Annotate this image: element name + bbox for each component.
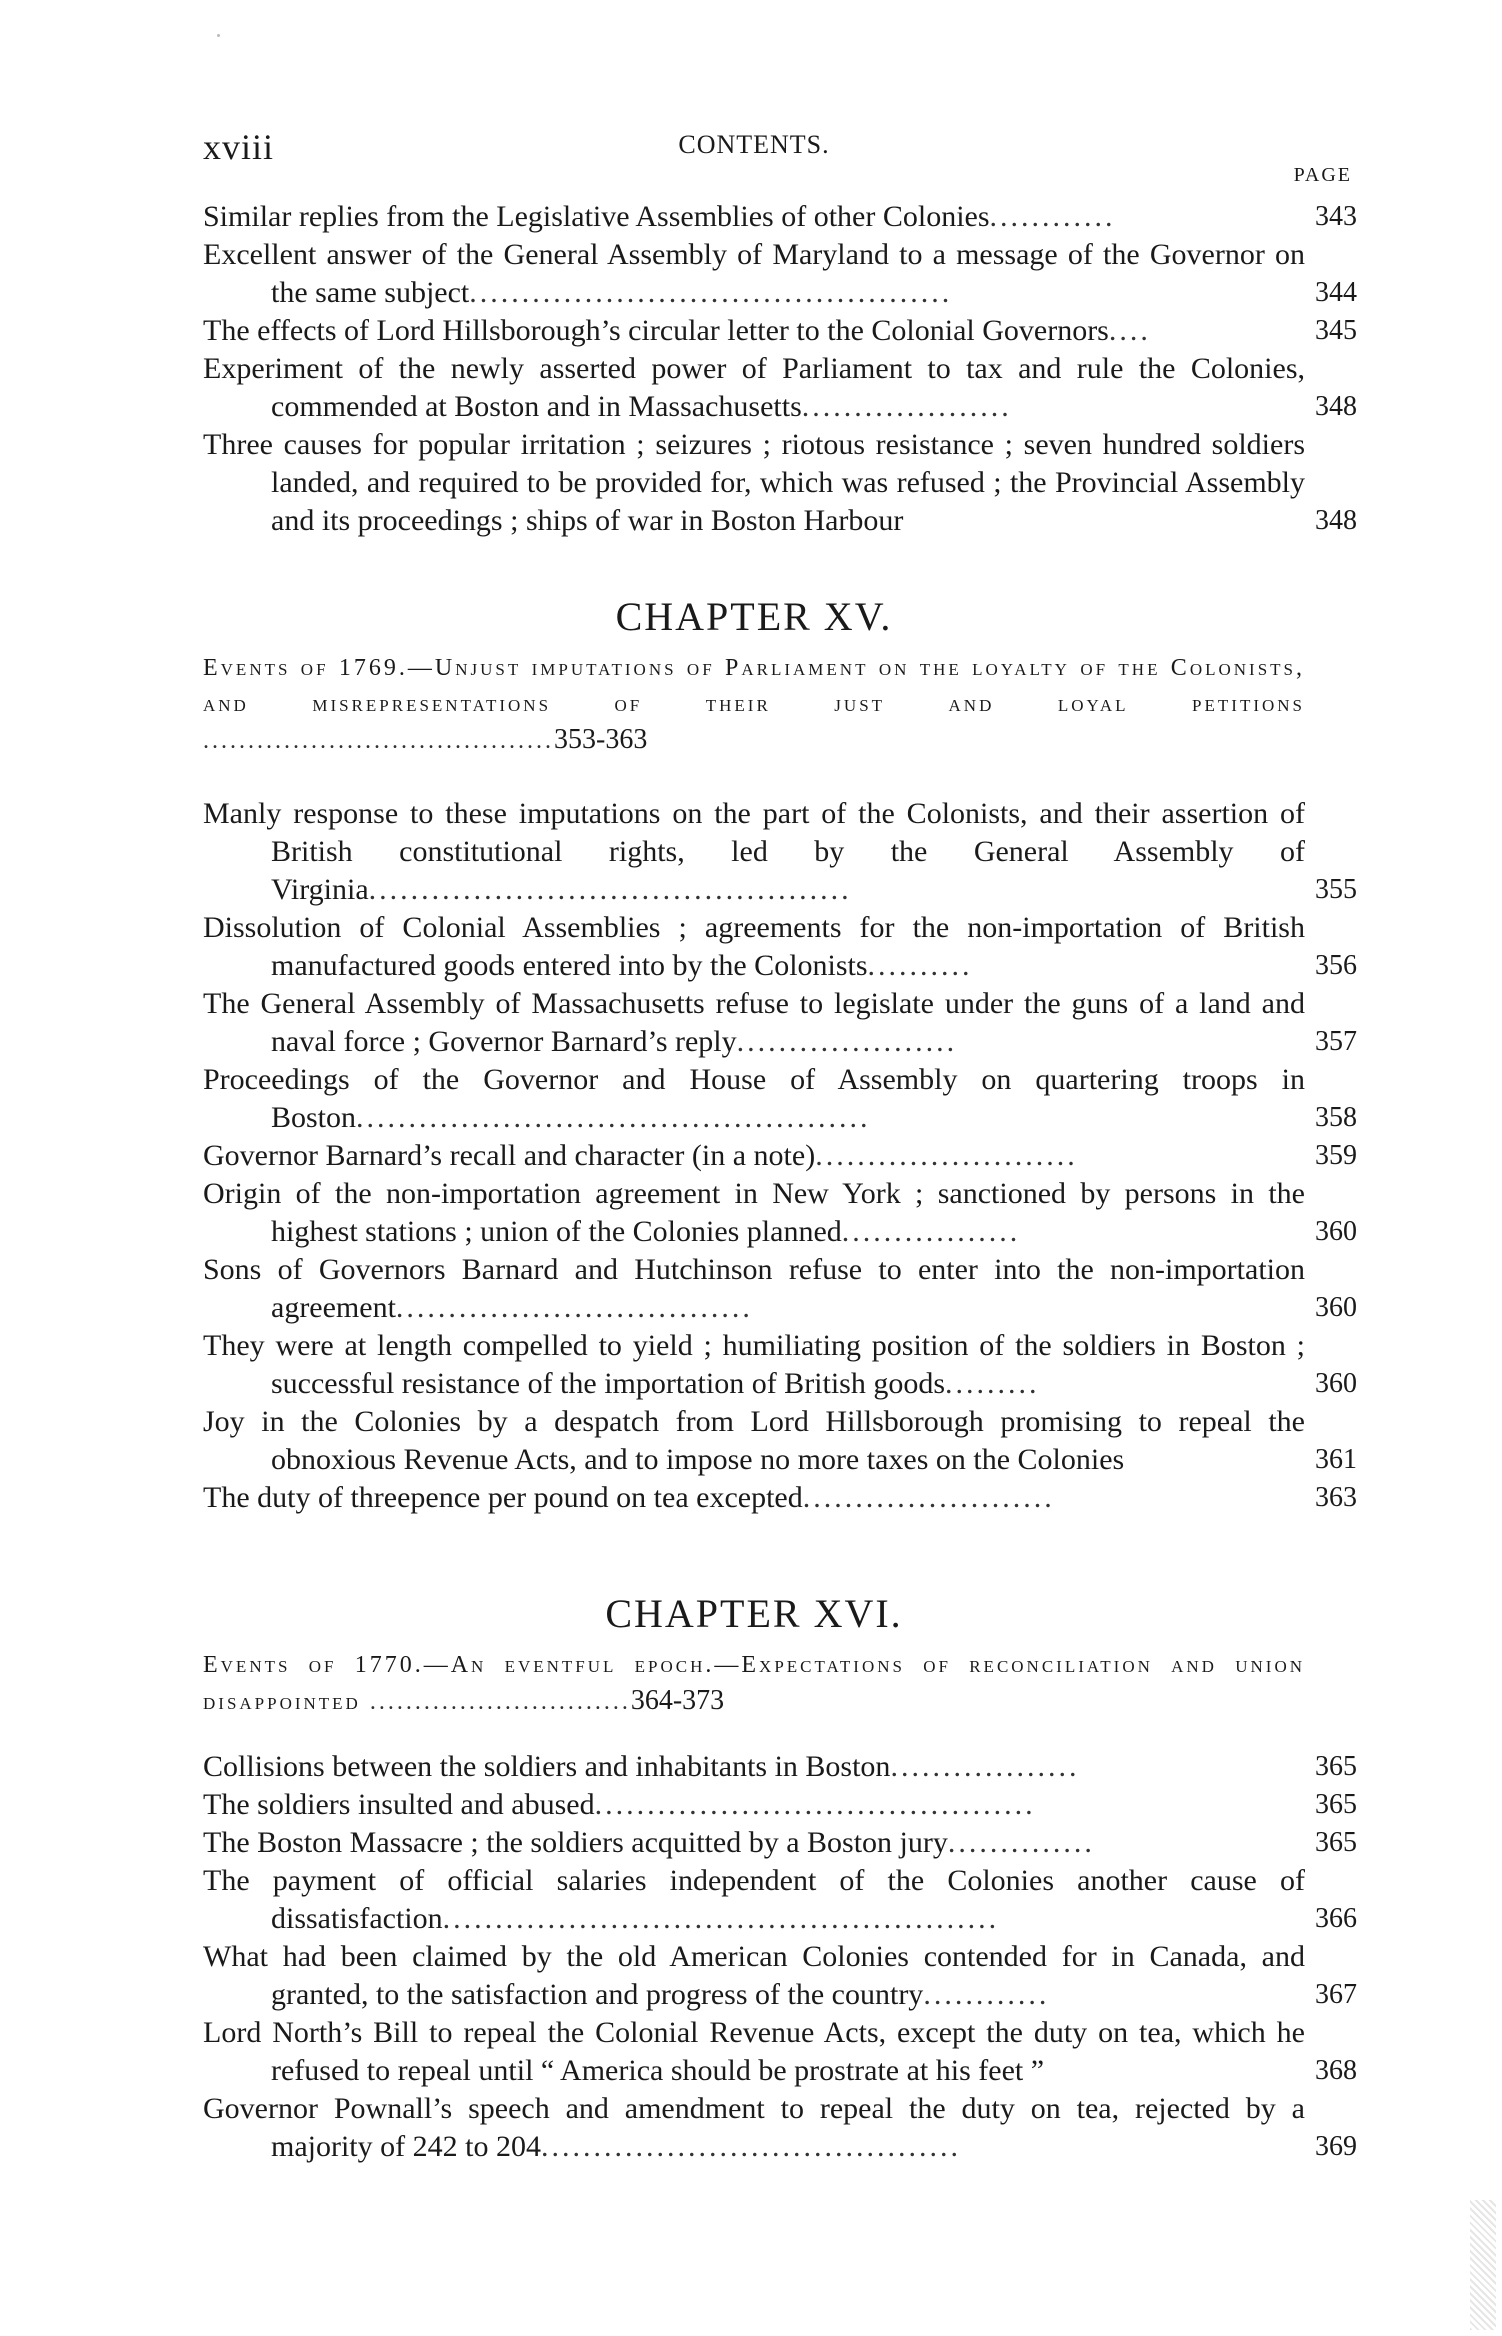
toc-section-top — [203, 198, 1357, 540]
toc-entry — [203, 426, 1357, 540]
toc-entry: The Boston Massacre ; the soldiers acquitted by a Boston jury.............. 365 — [203, 1824, 1305, 1862]
entry-page: 363 — [1315, 1482, 1357, 1513]
running-title: CONTENTS. — [678, 130, 830, 159]
toc-entry: The soldiers insulted and abused.......................................... 365 — [203, 1786, 1305, 1824]
toc-entry: The duty of threepence per pound on tea excepted........................ 363 — [203, 1479, 1305, 1517]
toc-chapter-15 — [203, 795, 1357, 1517]
entry-page: 348 — [1315, 391, 1357, 422]
entry-text: Governor Pownall’s speech and amendment to repeal the duty on tea, rejected by a majority of 242 to 204 — [203, 2092, 1305, 2163]
entry-text: Dissolution of Colonial Assemblies ; agreements for the non-importation of British manufactured goods entered into by the Colonists — [203, 911, 1305, 982]
entry-text: Joy in the Colonies by a despatch from Lord Hillsborough promising to repeal the obnoxious Revenue Acts, and to impose no more taxes on the Colonies — [203, 1405, 1305, 1476]
toc-entry: Governor Pownall’s speech and amendment to repeal the duty on tea, rejected by a majority of 242 to 204........................................ 369 — [203, 2090, 1305, 2166]
entry-text: Similar replies from the Legislative Assemblies of other Colonies — [203, 200, 990, 233]
entry-text: Manly response to these imputations on the part of the Colonists, and their assertion of British constitutional rights, led by the General Assembly of Virginia — [203, 797, 1305, 906]
toc-entry: Collisions between the soldiers and inhabitants in Boston.................. 365 — [203, 1748, 1305, 1786]
entry-text: The payment of official salaries independent of the Colonies another cause of dissatisfaction — [203, 1864, 1305, 1935]
toc-entry — [203, 1403, 1357, 1479]
toc-entry: Manly response to these imputations on the part of the Colonists, and their assertion of British constitutional rights, led by the General Assembly of Virginia.............................................. 355 — [203, 795, 1305, 909]
chapter-15-title: CHAPTER XV. — [615, 594, 893, 639]
toc-entry: The payment of official salaries independent of the Colonies another cause of dissatisfaction..................................................... 366 — [203, 1862, 1305, 1938]
toc-entry: Governor Barnard’s recall and character (in a note)......................... 359 — [203, 1137, 1305, 1175]
entry-text: The duty of threepence per pound on tea excepted — [203, 1481, 803, 1514]
entry-text: The soldiers insulted and abused — [203, 1788, 595, 1821]
chapter-15-summary: Events of 1769.—Unjust imputations of Parliament on the loyalty of the Colonists, and misrepresentations of their just and loyal petitions .......................................353-363 — [203, 655, 1305, 755]
toc-entry: Experiment of the newly asserted power of Parliament to tax and rule the Colonies, commended at Boston and in Massachusetts.................... 348 — [203, 350, 1305, 426]
chapter-page-range: 353-363 — [554, 724, 648, 755]
chapter-16-summary: Events of 1770.—An eventful epoch.—Expectations of reconciliation and union disappointed .............................364-373 — [203, 1652, 1305, 1716]
chapter-summary-text: Events of 1769.—Unjust imputations of Parliament on the loyalty of the Colonists, and misrepresentations of their just and loyal petitions — [203, 655, 1305, 717]
entry-text: Three causes for popular irritation ; seizures ; riotous resistance ; seven hundred soldiers landed, and required to be provided for, which was refused ; the Provincial Assembly and its proceedings ; ships of war in Boston Harbour — [203, 428, 1305, 537]
toc-entry: Excellent answer of the General Assembly of Maryland to a message of the Governor on the same subject.............................................. 344 — [203, 236, 1305, 312]
toc-entry: They were at length compelled to yield ; humiliating position of the soldiers in Boston ; successful resistance of the importation of British goods......... 360 — [203, 1327, 1305, 1403]
entry-text: Excellent answer of the General Assembly of Maryland to a message of the Governor on the same subject — [203, 238, 1305, 309]
toc-entry: The effects of Lord Hillsborough’s circular letter to the Colonial Governors.... 345 — [203, 312, 1305, 350]
entry-text: The effects of Lord Hillsborough’s circular letter to the Colonial Governors — [203, 314, 1109, 347]
toc-entry: Proceedings of the Governor and House of Assembly on quartering troops in Boston................................................. 358 — [203, 1061, 1305, 1137]
running-head — [203, 126, 1305, 166]
entry-page: 361 — [1315, 1444, 1357, 1475]
page-folio: xviii — [203, 127, 275, 167]
entry-page: 345 — [1315, 315, 1357, 346]
entry-page: 360 — [1315, 1292, 1357, 1323]
toc-entry: Dissolution of Colonial Assemblies ; agreements for the non-importation of British manufactured goods entered into by the Colonists.......... 356 — [203, 909, 1305, 985]
entry-text: Sons of Governors Barnard and Hutchinson refuse to enter into the non-importation agreement — [203, 1253, 1305, 1324]
entry-text: They were at length compelled to yield ; humiliating position of the soldiers in Boston ; successful resistance of the importation of British goods — [203, 1329, 1305, 1400]
toc-entry: Similar replies from the Legislative Assemblies of other Colonies............ 343 — [203, 198, 1305, 236]
entry-page: 358 — [1315, 1102, 1357, 1133]
entry-page: 360 — [1315, 1216, 1357, 1247]
entry-page: 360 — [1315, 1368, 1357, 1399]
entry-text: The Boston Massacre ; the soldiers acquitted by a Boston jury — [203, 1826, 948, 1859]
entry-text: Proceedings of the Governor and House of Assembly on quartering troops in Boston — [203, 1063, 1305, 1134]
toc-entry — [203, 2014, 1357, 2090]
entry-page: 365 — [1315, 1751, 1357, 1782]
chapter-summary-text: Events of 1770.—An eventful epoch.—Expectations of reconciliation and union disappointed — [203, 1652, 1305, 1715]
entry-page: 367 — [1315, 1979, 1357, 2010]
entry-page: 357 — [1315, 1026, 1357, 1057]
toc-entry: Origin of the non-importation agreement in New York ; sanctioned by persons in the highest stations ; union of the Colonies planned................. 360 — [203, 1175, 1305, 1251]
entry-page: 359 — [1315, 1140, 1357, 1171]
entry-page: 355 — [1315, 874, 1357, 905]
entry-page: 343 — [1315, 201, 1357, 232]
entry-text: What had been claimed by the old American Colonies contended for in Canada, and granted, to the satisfaction and progress of the country — [203, 1940, 1305, 2011]
entry-text: Experiment of the newly asserted power of Parliament to tax and rule the Colonies, commended at Boston and in Massachusetts — [203, 352, 1305, 423]
toc-entry: The General Assembly of Massachusetts refuse to legislate under the guns of a land and naval force ; Governor Barnard’s reply..................... 357 — [203, 985, 1305, 1061]
paper-speck — [217, 34, 220, 37]
scan-edge-noise — [1470, 2200, 1496, 2330]
entry-text: Origin of the non-importation agreement in New York ; sanctioned by persons in the highest stations ; union of the Colonies planned — [203, 1177, 1305, 1248]
entry-page: 369 — [1315, 2131, 1357, 2162]
page-column-label: PAGE — [1293, 164, 1352, 186]
entry-page: 366 — [1315, 1903, 1357, 1934]
entry-text: Collisions between the soldiers and inhabitants in Boston — [203, 1750, 891, 1783]
toc-entry: What had been claimed by the old American Colonies contended for in Canada, and granted, to the satisfaction and progress of the country............ 367 — [203, 1938, 1305, 2014]
chapter-page-range: 364-373 — [630, 1685, 725, 1716]
entry-page: 365 — [1315, 1789, 1357, 1820]
entry-text: The General Assembly of Massachusetts refuse to legislate under the guns of a land and naval force ; Governor Barnard’s reply — [203, 987, 1305, 1058]
entry-page: 348 — [1315, 505, 1357, 536]
chapter-16-title: CHAPTER XVI. — [605, 1591, 903, 1636]
entry-text: Lord North’s Bill to repeal the Colonial Revenue Acts, except the duty on tea, which he refused to repeal until “ America should be prostrate at his feet ” — [203, 2016, 1305, 2087]
toc-entry: Sons of Governors Barnard and Hutchinson refuse to enter into the non-importation agreement.................................. 360 — [203, 1251, 1305, 1327]
entry-page: 356 — [1315, 950, 1357, 981]
entry-page: 368 — [1315, 2055, 1357, 2086]
entry-page: 365 — [1315, 1827, 1357, 1858]
toc-chapter-16 — [203, 1748, 1357, 2166]
entry-text: Governor Barnard’s recall and character (in a note) — [203, 1139, 816, 1172]
entry-page: 344 — [1315, 277, 1357, 308]
